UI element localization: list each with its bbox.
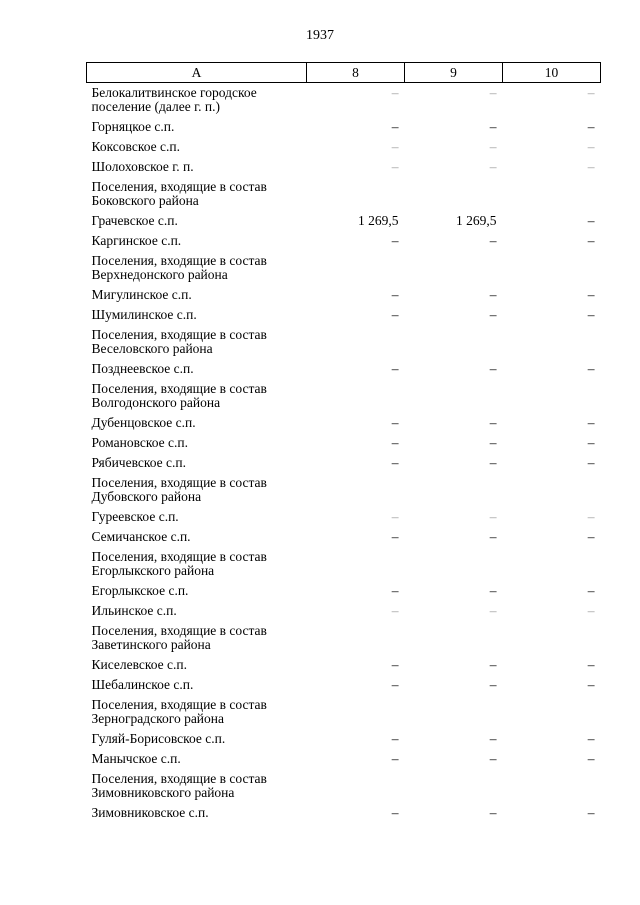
- value-col-8: [307, 473, 405, 507]
- value-col-10: [503, 177, 601, 211]
- value-col-10: –: [587, 750, 595, 766]
- value-col-8: –: [391, 306, 399, 322]
- value-col-10: –: [587, 602, 595, 618]
- value-col-9: 1 269,5: [456, 212, 497, 228]
- value-col-10: –: [587, 508, 595, 524]
- value-col-10: –: [587, 286, 595, 302]
- table-row: [87, 749, 601, 769]
- value-col-10: [503, 695, 601, 729]
- value-col-9: [405, 251, 503, 285]
- table-row: [87, 413, 601, 433]
- value-col-9: –: [489, 414, 497, 430]
- value-col-8: [307, 547, 405, 581]
- settlement-name: Поселения, входящие в состав Дубовского района: [91, 474, 267, 504]
- value-col-8: –: [391, 528, 399, 544]
- value-col-8: –: [391, 508, 399, 524]
- table-row: [87, 655, 601, 675]
- table-row: [87, 359, 601, 379]
- settlement-name: Каргинское с.п.: [91, 232, 182, 248]
- value-col-8: –: [391, 414, 399, 430]
- value-col-10: [503, 769, 601, 803]
- value-col-9: –: [489, 434, 497, 450]
- table-row: [87, 251, 601, 285]
- value-col-9: –: [489, 804, 497, 820]
- settlement-name: Позднеевское с.п.: [91, 360, 194, 376]
- value-col-10: –: [587, 454, 595, 470]
- value-col-8: –: [391, 804, 399, 820]
- settlement-name: Поселения, входящие в состав Зерноградского района: [91, 696, 267, 726]
- table-row: [87, 507, 601, 527]
- value-col-9: –: [489, 750, 497, 766]
- table-row: [87, 137, 601, 157]
- value-col-8: [307, 621, 405, 655]
- value-col-9: –: [489, 138, 497, 154]
- value-col-9: –: [489, 454, 497, 470]
- value-col-9: [405, 177, 503, 211]
- settlement-name: Мигулинское с.п.: [91, 286, 192, 302]
- header-col-10: 10: [503, 63, 601, 83]
- table-row: [87, 547, 601, 581]
- value-col-8: –: [391, 434, 399, 450]
- header-col-a: А: [87, 63, 307, 83]
- value-col-9: –: [489, 85, 497, 100]
- settlement-name: Ильинское с.п.: [91, 602, 177, 618]
- value-col-8: –: [391, 656, 399, 672]
- value-col-9: [405, 695, 503, 729]
- value-col-10: –: [587, 360, 595, 376]
- value-col-10: –: [587, 232, 595, 248]
- table-row: [87, 601, 601, 621]
- budget-table: [86, 62, 601, 823]
- value-col-10: [503, 251, 601, 285]
- settlement-name: Шолоховское г. п.: [91, 158, 194, 174]
- value-col-10: –: [587, 676, 595, 692]
- value-col-8: –: [391, 454, 399, 470]
- value-col-8: –: [391, 582, 399, 598]
- value-col-10: –: [587, 306, 595, 322]
- settlement-name: Грачевское с.п.: [91, 212, 178, 228]
- header-col-9: 9: [405, 63, 503, 83]
- table-row: [87, 527, 601, 547]
- table-row: [87, 621, 601, 655]
- value-col-8: [307, 695, 405, 729]
- settlement-name: Горняцкое с.п.: [91, 118, 175, 134]
- value-col-8: –: [391, 750, 399, 766]
- table-row: [87, 305, 601, 325]
- value-col-8: [307, 325, 405, 359]
- value-col-8: –: [391, 602, 399, 618]
- value-col-10: –: [587, 804, 595, 820]
- value-col-9: [405, 379, 503, 413]
- value-col-10: –: [587, 158, 595, 174]
- value-col-9: –: [489, 602, 497, 618]
- value-col-8: –: [391, 676, 399, 692]
- value-col-8: [307, 177, 405, 211]
- header-col-8: 8: [307, 63, 405, 83]
- table-body: [87, 83, 601, 823]
- value-col-8: –: [391, 730, 399, 746]
- value-col-8: –: [391, 138, 399, 154]
- value-col-9: –: [489, 656, 497, 672]
- settlement-name: Поселения, входящие в состав Заветинского района: [91, 622, 267, 652]
- value-col-8: [307, 251, 405, 285]
- value-col-8: –: [391, 85, 399, 100]
- table-row: [87, 285, 601, 305]
- table-row: [87, 177, 601, 211]
- value-col-9: –: [489, 360, 497, 376]
- settlement-name: Поселения, входящие в состав Зимовниковского района: [91, 770, 267, 800]
- value-col-10: –: [587, 730, 595, 746]
- page-number: 1937: [306, 28, 334, 43]
- value-col-10: –: [587, 118, 595, 134]
- settlement-name: Манычское с.п.: [91, 750, 181, 766]
- value-col-9: [405, 473, 503, 507]
- value-col-10: –: [587, 656, 595, 672]
- value-col-8: [307, 379, 405, 413]
- table-row: [87, 473, 601, 507]
- value-col-10: –: [587, 434, 595, 450]
- table-row: [87, 769, 601, 803]
- value-col-10: [503, 547, 601, 581]
- settlement-name: Зимовниковское с.п.: [91, 804, 209, 820]
- settlement-name: Гуреевское с.п.: [91, 508, 179, 524]
- value-col-10: [503, 325, 601, 359]
- value-col-9: –: [489, 508, 497, 524]
- settlement-name: Белокалитвинское городское поселение (далее г. п.): [91, 85, 257, 114]
- settlement-name: Семичанское с.п.: [91, 528, 191, 544]
- table-row: [87, 433, 601, 453]
- value-col-9: –: [489, 306, 497, 322]
- settlement-name: Киселевское с.п.: [91, 656, 188, 672]
- table-row: [87, 453, 601, 473]
- table-row: [87, 729, 601, 749]
- value-col-8: –: [391, 286, 399, 302]
- settlement-name: Шумилинское с.п.: [91, 306, 197, 322]
- value-col-8: –: [391, 232, 399, 248]
- value-col-9: –: [489, 286, 497, 302]
- settlement-name: Коксовское с.п.: [91, 138, 180, 154]
- value-col-10: –: [587, 528, 595, 544]
- value-col-10: –: [587, 582, 595, 598]
- table-row: [87, 695, 601, 729]
- value-col-10: –: [587, 85, 595, 100]
- settlement-name: Шебалинское с.п.: [91, 676, 194, 692]
- settlement-name: Поселения, входящие в состав Веселовского района: [91, 326, 267, 356]
- value-col-9: [405, 325, 503, 359]
- table-row: [87, 325, 601, 359]
- value-col-9: [405, 547, 503, 581]
- value-col-9: –: [489, 232, 497, 248]
- settlement-name: Романовское с.п.: [91, 434, 188, 450]
- settlement-name: Поселения, входящие в состав Верхнедонского района: [91, 252, 267, 282]
- table-row: [87, 581, 601, 601]
- settlement-name: Поселения, входящие в состав Боковского района: [91, 178, 267, 208]
- value-col-8: [307, 769, 405, 803]
- table-header: [87, 63, 601, 83]
- table-row: [87, 803, 601, 823]
- value-col-8: –: [391, 158, 399, 174]
- value-col-9: –: [489, 676, 497, 692]
- value-col-9: [405, 621, 503, 655]
- settlement-name: Рябичевское с.п.: [91, 454, 186, 470]
- settlement-name: Поселения, входящие в состав Егорлыкского района: [91, 548, 267, 578]
- value-col-10: –: [587, 138, 595, 154]
- value-col-8: –: [391, 118, 399, 134]
- value-col-10: [503, 621, 601, 655]
- table-row: [87, 157, 601, 177]
- value-col-9: –: [489, 118, 497, 134]
- value-col-10: [503, 379, 601, 413]
- table-row: [87, 675, 601, 695]
- settlement-name: Дубенцовское с.п.: [91, 414, 196, 430]
- value-col-9: –: [489, 158, 497, 174]
- table-row: [87, 379, 601, 413]
- value-col-10: –: [587, 212, 595, 228]
- table-row: [87, 231, 601, 251]
- table-row: [87, 83, 601, 117]
- value-col-10: –: [587, 414, 595, 430]
- settlement-name: Гуляй-Борисовское с.п.: [91, 730, 226, 746]
- value-col-9: –: [489, 528, 497, 544]
- table-row: [87, 211, 601, 231]
- value-col-9: –: [489, 730, 497, 746]
- value-col-10: [503, 473, 601, 507]
- value-col-8: –: [391, 360, 399, 376]
- settlement-name: Егорлыкское с.п.: [91, 582, 189, 598]
- settlement-name: Поселения, входящие в состав Волгодонского района: [91, 380, 267, 410]
- value-col-9: –: [489, 582, 497, 598]
- value-col-9: [405, 769, 503, 803]
- table-row: [87, 117, 601, 137]
- value-col-8: 1 269,5: [358, 212, 399, 228]
